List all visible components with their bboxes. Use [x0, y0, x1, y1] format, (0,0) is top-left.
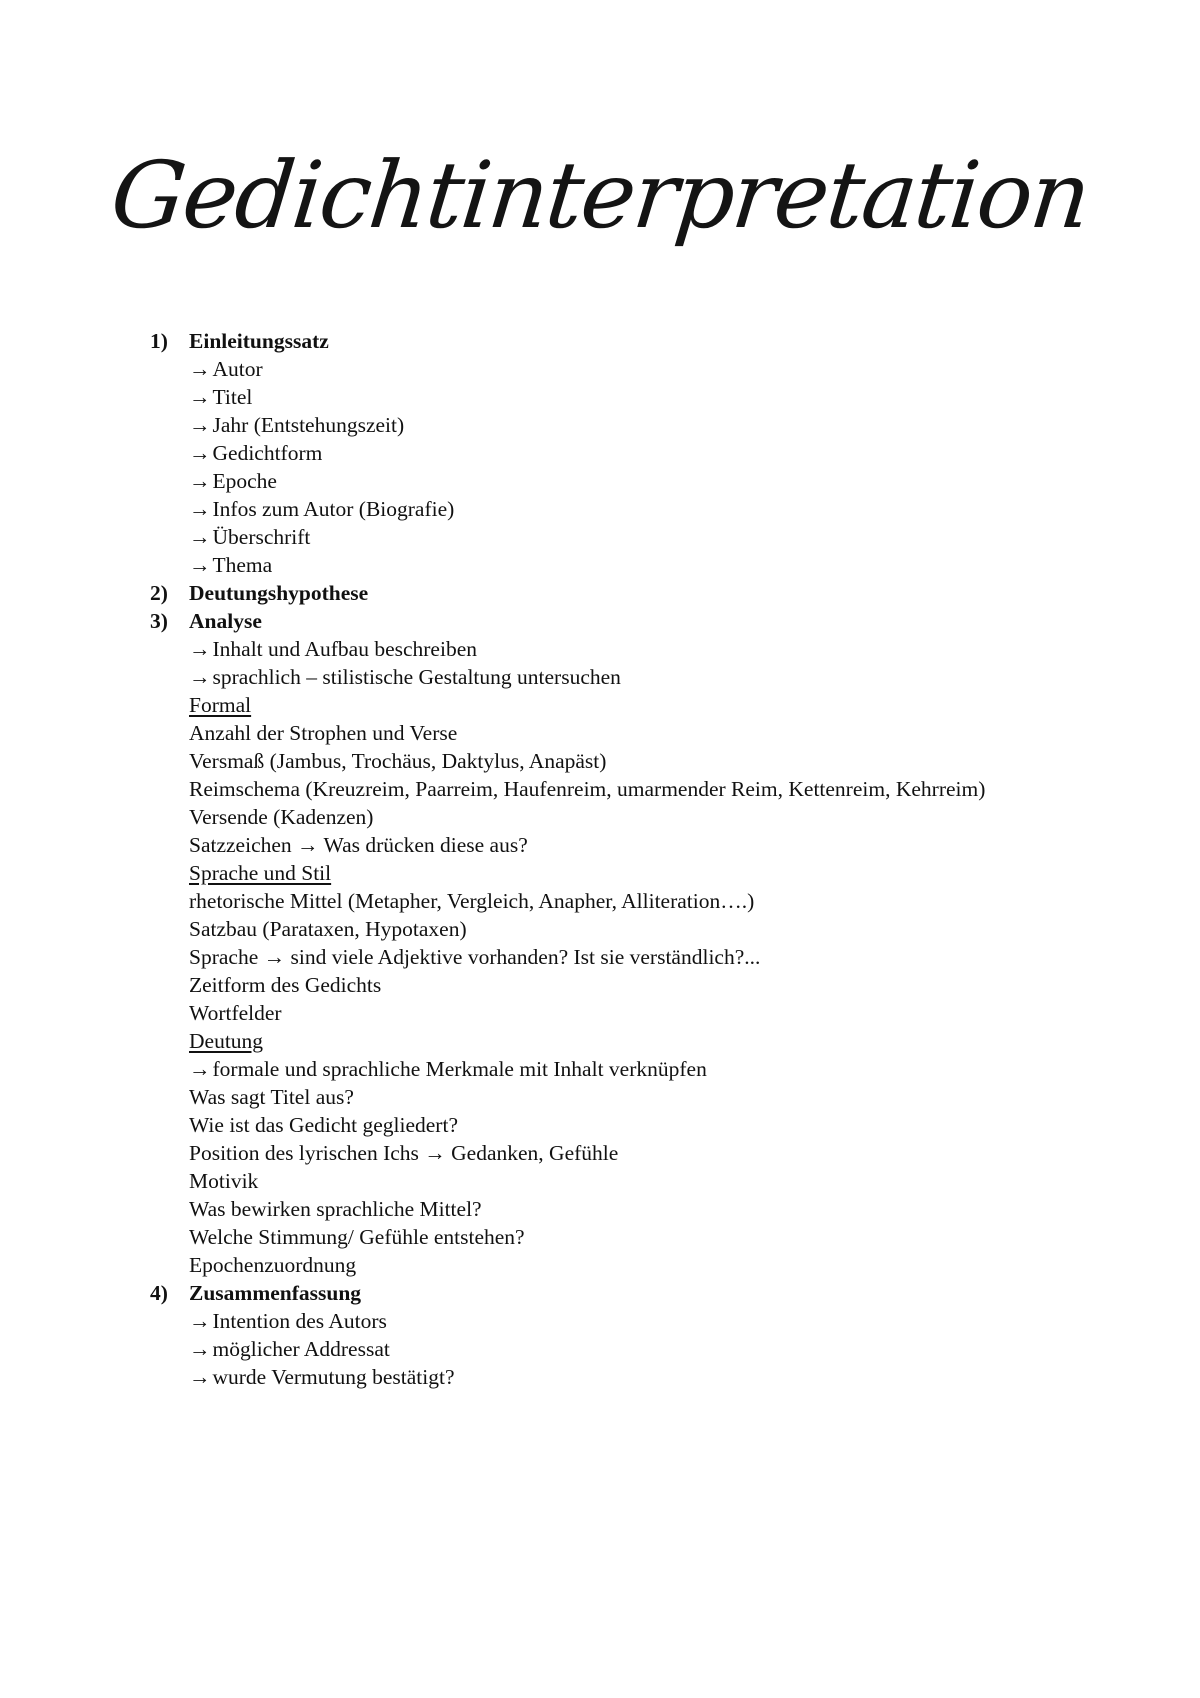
- arrow-right-icon: →: [189, 441, 211, 465]
- line-text: Was sagt Titel aus?: [189, 1085, 354, 1109]
- arrow-right-icon: →: [189, 497, 211, 521]
- line-text: Gedichtform: [212, 441, 323, 465]
- line-text: Motivik: [189, 1169, 259, 1193]
- section-heading-label: Zusammenfassung: [189, 1281, 362, 1305]
- arrow-right-icon: →: [189, 413, 211, 437]
- arrow-right-icon: →: [189, 385, 211, 409]
- section-heading: [150, 607, 1150, 635]
- outline-line: [150, 1111, 1150, 1139]
- line-text: Position des lyrischen Ichs → Gedanken, Gefühle: [189, 1141, 619, 1165]
- outline-line: [150, 1307, 1150, 1335]
- outline-line: [150, 1223, 1150, 1251]
- arrow-right-icon: →: [189, 525, 211, 549]
- arrow-right-icon: →: [189, 1365, 211, 1389]
- outline-line: [150, 915, 1150, 943]
- arrow-right-icon: →: [189, 469, 211, 493]
- outline-line: [150, 495, 1150, 523]
- outline-line: [150, 859, 1150, 887]
- section-heading: [150, 1279, 1150, 1307]
- line-text: formale und sprachliche Merkmale mit Inhalt verknüpfen: [212, 1057, 707, 1081]
- outline: [150, 327, 1150, 1391]
- line-text: sprachlich – stilistische Gestaltung untersuchen: [212, 665, 621, 689]
- line-text: Überschrift: [212, 525, 311, 549]
- outline-line: [150, 355, 1150, 383]
- outline-line: [150, 663, 1150, 691]
- line-text: Sprache → sind viele Adjektive vorhanden? Ist sie verständlich?...: [189, 945, 761, 969]
- arrow-right-icon: →: [189, 1057, 211, 1081]
- line-text: rhetorische Mittel (Metapher, Vergleich, Anapher, Alliteration….): [189, 889, 755, 913]
- line-text: wurde Vermutung bestätigt?: [212, 1365, 455, 1389]
- arrow-right-icon: →: [189, 553, 211, 577]
- arrow-right-icon: →: [189, 665, 211, 689]
- outline-line: [150, 719, 1150, 747]
- section-heading-label: Deutungshypothese: [189, 581, 369, 605]
- page-title: Gedichtinterpretation: [106, 142, 1094, 249]
- line-text: Titel: [212, 385, 253, 409]
- outline-section: [150, 1279, 1150, 1391]
- line-text: Intention des Autors: [212, 1309, 387, 1333]
- arrow-right-icon: →: [189, 1337, 211, 1361]
- line-text: Anzahl der Strophen und Verse: [189, 721, 458, 745]
- line-text: Thema: [212, 553, 273, 577]
- outline-line: [150, 1251, 1150, 1279]
- outline-section: [150, 327, 1150, 579]
- section-heading: [150, 579, 1150, 607]
- line-text: Satzbau (Parataxen, Hypotaxen): [189, 917, 467, 941]
- outline-line: [150, 803, 1150, 831]
- arrow-right-icon: →: [189, 637, 211, 661]
- line-text: Was bewirken sprachliche Mittel?: [189, 1197, 482, 1221]
- outline-line: [150, 1027, 1150, 1055]
- line-text: Versmaß (Jambus, Trochäus, Daktylus, Anapäst): [189, 749, 607, 773]
- line-text: Welche Stimmung/ Gefühle entstehen?: [189, 1225, 525, 1249]
- outline-line: [150, 1083, 1150, 1111]
- line-text: Wie ist das Gedicht gegliedert?: [189, 1113, 458, 1137]
- outline-line: [150, 943, 1150, 971]
- outline-section: [150, 579, 1150, 607]
- outline-line: [150, 971, 1150, 999]
- arrow-right-icon: →: [189, 1309, 211, 1333]
- line-text: möglicher Addressat: [212, 1337, 390, 1361]
- subheading: Deutung: [189, 1029, 264, 1053]
- line-text: Autor: [212, 357, 263, 381]
- outline-line: [150, 1167, 1150, 1195]
- outline-line: [150, 831, 1150, 859]
- outline-line: [150, 635, 1150, 663]
- outline-line: [150, 1139, 1150, 1167]
- outline-line: [150, 551, 1150, 579]
- section-heading: [150, 327, 1150, 355]
- outline-line: [150, 523, 1150, 551]
- outline-line: [150, 999, 1150, 1027]
- line-text: Satzzeichen → Was drücken diese aus?: [189, 833, 528, 857]
- section-heading-label: Einleitungssatz: [189, 329, 329, 353]
- outline-line: [150, 439, 1150, 467]
- outline-line: [150, 1335, 1150, 1363]
- outline-line: [150, 887, 1150, 915]
- line-text: Reimschema (Kreuzreim, Paarreim, Haufenreim, umarmender Reim, Kettenreim, Kehrreim): [189, 777, 986, 801]
- outline-line: [150, 411, 1150, 439]
- outline-line: [150, 467, 1150, 495]
- section-number: 1): [150, 329, 168, 353]
- section-number: 2): [150, 581, 168, 605]
- line-text: Versende (Kadenzen): [189, 805, 374, 829]
- line-text: Zeitform des Gedichts: [189, 973, 382, 997]
- arrow-right-icon: →: [189, 357, 211, 381]
- outline-line: [150, 747, 1150, 775]
- outline-line: [150, 775, 1150, 803]
- outline-line: [150, 383, 1150, 411]
- outline-line: [150, 1055, 1150, 1083]
- line-text: Jahr (Entstehungszeit): [212, 413, 405, 437]
- section-heading-label: Analyse: [189, 609, 262, 633]
- line-text: Epoche: [212, 469, 277, 493]
- outline-line: [150, 1195, 1150, 1223]
- line-text: Infos zum Autor (Biografie): [212, 497, 455, 521]
- outline-section: [150, 607, 1150, 1279]
- outline-line: [150, 1363, 1150, 1391]
- section-number: 4): [150, 1281, 168, 1305]
- subheading: Sprache und Stil: [189, 861, 332, 885]
- line-text: Wortfelder: [189, 1001, 282, 1025]
- outline-line: [150, 691, 1150, 719]
- line-text: Inhalt und Aufbau beschreiben: [212, 637, 477, 661]
- line-text: Epochenzuordnung: [189, 1253, 357, 1277]
- subheading: Formal: [189, 693, 252, 717]
- section-number: 3): [150, 609, 168, 633]
